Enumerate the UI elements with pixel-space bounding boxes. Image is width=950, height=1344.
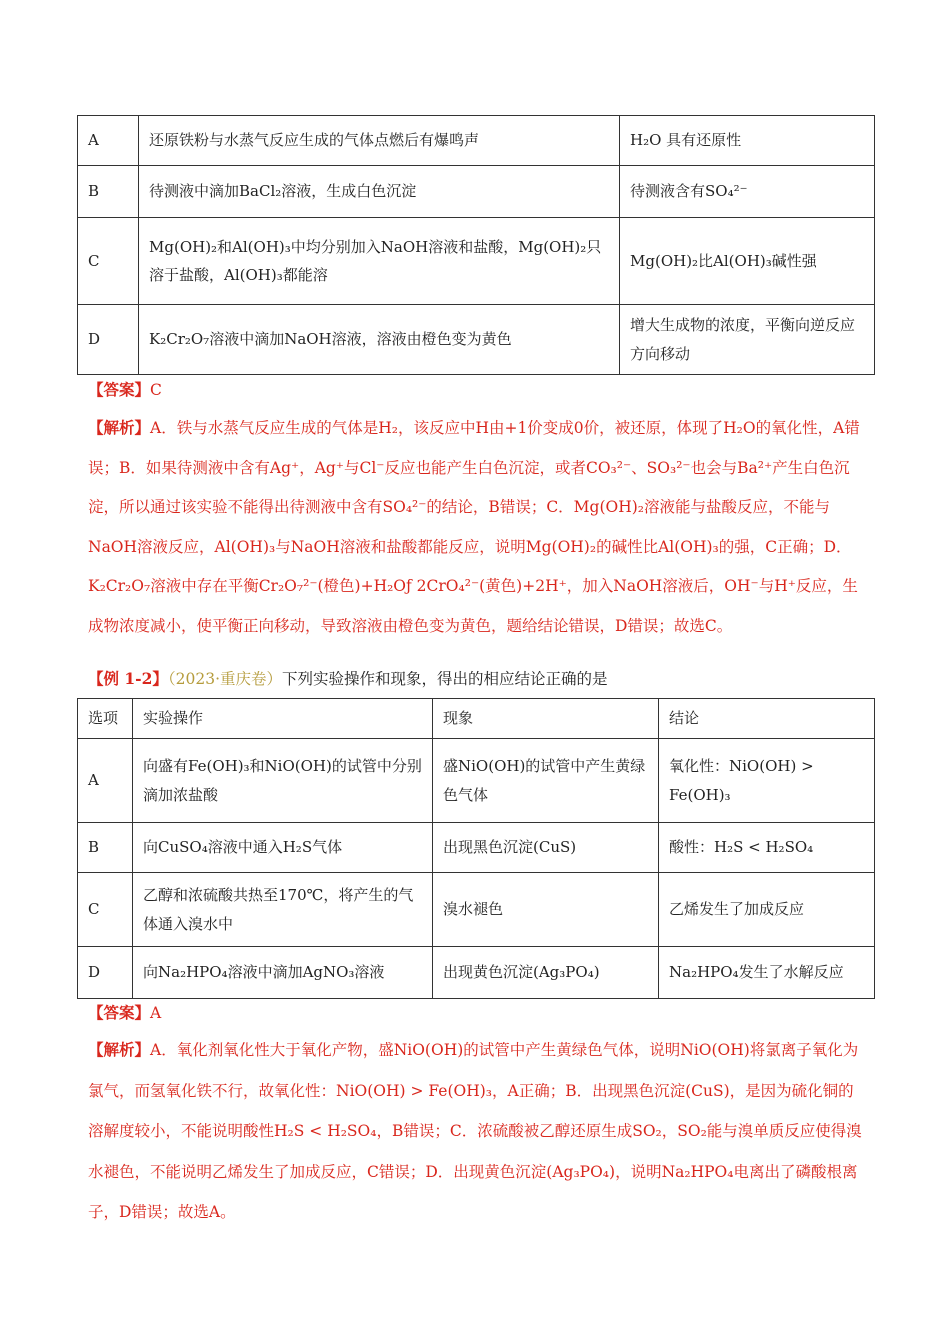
phenomenon-cell: 溴水褪色 <box>433 873 659 947</box>
option-cell: D <box>78 947 133 999</box>
option-cell: C <box>78 218 139 305</box>
table-header-row <box>78 699 875 739</box>
option-cell: C <box>78 873 133 947</box>
operation-cell: 还原铁粉与水蒸气反应生成的气体点燃后有爆鸣声 <box>139 116 620 166</box>
table-row <box>78 116 875 166</box>
explanation-text: A．氧化剂氧化性大于氧化产物，盛NiO(OH)的试管中产生黄绿色气体，说明NiO(OH)将氯离子氧化为氯气，而氢氧化铁不行，故氧化性：NiO(OH) > Fe(OH)₃，A正确；B．出现黑色沉淀(CuS)，是因为硫化铜的溶解度较小，不能说明酸性H₂S < H₂SO₄，B错误；C．浓硫酸被乙醇还原生成SO₂，SO₂能与溴单质反应使得溴水褪色，不能说明乙烯发生了加成反应，C错误；D．出现黄色沉淀(Ag₃PO₄)，说明Na₂HPO₄电离出了磷酸根离子，D错误；故选A。 <box>88 1041 862 1221</box>
example-source: （2023·重庆卷） <box>167 670 283 688</box>
answer-label: 【答案】 <box>88 1003 151 1022</box>
operation-cell: 向CuSO₄溶液中通入H₂S气体 <box>133 823 433 873</box>
option-cell: B <box>78 823 133 873</box>
example-label: 【例 1-2】 <box>88 669 168 688</box>
conclusion-cell: 待测液含有SO₄²⁻ <box>620 166 875 218</box>
table-row <box>78 166 875 218</box>
conclusion-cell: 增大生成物的浓度，平衡向逆反应方向移动 <box>620 305 875 375</box>
option-cell: A <box>78 116 139 166</box>
explanation-label: 【解析】 <box>88 1040 151 1059</box>
option-cell: A <box>78 739 133 823</box>
phenomenon-cell: 出现黑色沉淀(CuS) <box>433 823 659 873</box>
example-heading <box>88 667 862 689</box>
explanation-text: A．铁与水蒸气反应生成的气体是H₂，该反应中H由+1价变成0价，被还原，体现了H₂O的氧化性，A错误；B．如果待测液中含有Ag⁺，Ag⁺与Cl⁻反应也能产生白色沉淀，或者CO₃²⁻、SO₃²⁻也会与Ba²⁺产生白色沉淀，所以通过该实验不能得出待测液中含有SO₄²⁻的结论，B错误；C．Mg(OH)₂溶液能与盐酸反应，不能与NaOH溶液反应，Al(OH)₃与NaOH溶液和盐酸都能反应，说明Mg(OH)₂的碱性比Al(OH)₃的强，C正确；D．K₂Cr₂O₇溶液中存在平衡Cr₂O₇²⁻(橙色)+H₂Oƒ 2CrO₄²⁻(黄色)+2H⁺，加入NaOH溶液后，OH⁻与H⁺反应，生成物浓度减小，使平衡正向移动，导致溶液由橙色变为黄色，题给结论错误，D错误；故选C。 <box>88 419 860 635</box>
conclusion-cell: Mg(OH)₂比Al(OH)₃碱性强 <box>620 218 875 305</box>
operation-cell: Mg(OH)₂和Al(OH)₃中均分别加入NaOH溶液和盐酸，Mg(OH)₂只溶于盐酸，Al(OH)₃都能溶 <box>139 218 620 305</box>
conclusion-cell: 氧化性：NiO(OH) > Fe(OH)₃ <box>659 739 875 823</box>
explanation-1 <box>88 408 862 646</box>
header-cell: 选项 <box>78 699 133 739</box>
operation-cell: 乙醇和浓硫酸共热至170℃，将产生的气体通入溴水中 <box>133 873 433 947</box>
answer-1 <box>88 378 862 400</box>
table-row <box>78 739 875 823</box>
conclusion-cell: Na₂HPO₄发生了水解反应 <box>659 947 875 999</box>
header-cell: 现象 <box>433 699 659 739</box>
header-cell: 实验操作 <box>133 699 433 739</box>
table-row <box>78 947 875 999</box>
operation-cell: 向Na₂HPO₄溶液中滴加AgNO₃溶液 <box>133 947 433 999</box>
table-row <box>78 305 875 375</box>
operation-cell: 待测液中滴加BaCl₂溶液，生成白色沉淀 <box>139 166 620 218</box>
answer-value: A <box>150 1004 162 1022</box>
answer-2 <box>88 1001 862 1023</box>
answer-label: 【答案】 <box>88 380 151 399</box>
conclusion-cell: 酸性：H₂S < H₂SO₄ <box>659 823 875 873</box>
phenomenon-cell: 盛NiO(OH)的试管中产生黄绿色气体 <box>433 739 659 823</box>
table-row <box>78 873 875 947</box>
explanation-label: 【解析】 <box>88 418 151 437</box>
answer-value: C <box>150 381 162 399</box>
conclusion-cell: H₂O 具有还原性 <box>620 116 875 166</box>
experiment-table-2 <box>77 698 875 999</box>
example-question: 下列实验操作和现象，得出的相应结论正确的是 <box>282 670 608 688</box>
phenomenon-cell: 出现黄色沉淀(Ag₃PO₄) <box>433 947 659 999</box>
operation-cell: K₂Cr₂O₇溶液中滴加NaOH溶液，溶液由橙色变为黄色 <box>139 305 620 375</box>
option-cell: B <box>78 166 139 218</box>
header-cell: 结论 <box>659 699 875 739</box>
table-row <box>78 823 875 873</box>
experiment-table-1 <box>77 115 875 375</box>
explanation-2 <box>88 1030 862 1233</box>
operation-cell: 向盛有Fe(OH)₃和NiO(OH)的试管中分别滴加浓盐酸 <box>133 739 433 823</box>
option-cell: D <box>78 305 139 375</box>
conclusion-cell: 乙烯发生了加成反应 <box>659 873 875 947</box>
table-row <box>78 218 875 305</box>
